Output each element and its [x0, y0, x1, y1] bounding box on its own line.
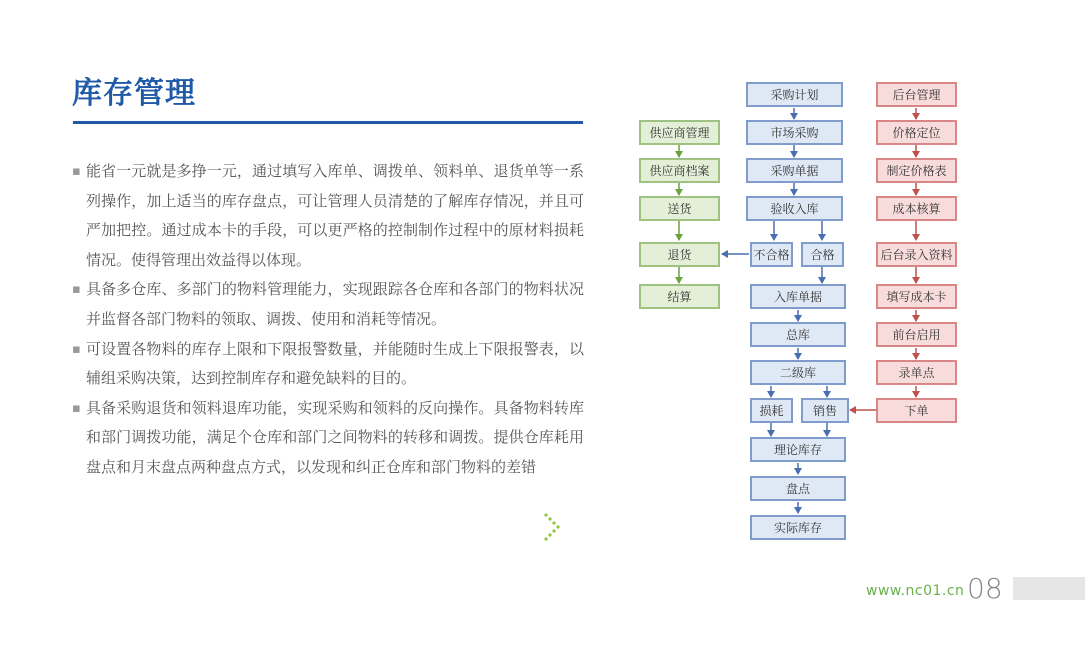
- flow-node-delivery: 送货: [639, 196, 720, 221]
- flow-node-backend-management: 后台管理: [876, 82, 957, 107]
- bullet-text: 可设置各物料的库存上限和下限报警数量，并能随时生成上下限报警表，以辅组采购决策，达到控制库存和避免缺料的目的。: [86, 339, 584, 388]
- flow-node-cost-accounting: 成本核算: [876, 196, 957, 221]
- flow-node-place-order: 下单: [876, 398, 957, 423]
- flow-node-purchase-document: 采购单据: [746, 158, 843, 183]
- flow-node-settlement: 结算: [639, 284, 720, 309]
- flow-node-return-goods: 退货: [639, 242, 720, 267]
- flow-node-main-warehouse: 总库: [750, 322, 846, 347]
- flow-node-supplier-management: 供应商管理: [639, 120, 720, 145]
- flow-node-inspection-storage: 验收入库: [746, 196, 843, 221]
- flow-node-unqualified: 不合格: [750, 242, 793, 267]
- flow-node-backend-data-entry: 后台录入资料: [876, 242, 957, 267]
- flow-node-market-purchase: 市场采购: [746, 120, 843, 145]
- flow-node-secondary-warehouse: 二级库: [750, 360, 846, 385]
- bullet-text: 具备采购退货和领料退库功能，实现采购和领料的反向操作。具备物料转库和部门调拨功能，满足个仓库和部门之间物料的转移和调拨。提供仓库耗用盘点和月末盘点两种盘点方式，以发现和纠正仓库和部门物料的差错: [86, 398, 584, 476]
- flow-node-purchase-plan: 采购计划: [746, 82, 843, 107]
- bullet-dot: ▪: [72, 341, 81, 357]
- bullet-dot: ▪: [72, 164, 81, 179]
- flow-node-supplier-archive: 供应商档案: [639, 158, 720, 183]
- bullet-dot: ▪: [72, 282, 81, 298]
- bullet-text: 能省一元就是多挣一元，通过填写入库单、调拨单、领料单、退货单等一系列操作，加上适当的库存盘点，可让管理人员清楚的了解库存情况，并且可严加把控。通过成本卡的手段，可以更严格的控制制作过程中的原材料损耗情况。使得管理出效益得以体现。: [86, 162, 584, 269]
- flow-node-frontend-enable: 前台启用: [876, 322, 957, 347]
- website-url[interactable]: www.nc01.cn: [866, 583, 965, 599]
- bullet-dot: ▪: [72, 400, 81, 416]
- flow-node-actual-stock: 实际库存: [750, 515, 846, 540]
- flow-node-storage-document: 入库单据: [750, 284, 846, 309]
- page-number: 08: [967, 572, 1003, 605]
- footer-bar: [1013, 577, 1085, 600]
- flow-node-cost-card: 填写成本卡: [876, 284, 957, 309]
- flow-node-theoretical-stock: 理论库存: [750, 437, 846, 462]
- flow-node-loss: 损耗: [750, 398, 793, 423]
- flow-node-qualified: 合格: [801, 242, 844, 267]
- page-title: 库存管理: [72, 76, 196, 111]
- flow-node-sales: 销售: [801, 398, 849, 423]
- flow-node-order-point: 录单点: [876, 360, 957, 385]
- bullet-text: 具备多仓库、多部门的物料管理能力，实现跟踪各仓库和各部门的物料状况并监督各部门物料的领取、调拨、使用和消耗等情况。: [86, 280, 584, 328]
- flow-node-price-positioning: 价格定位: [876, 120, 957, 145]
- flow-node-price-list: 制定价格表: [876, 158, 957, 183]
- flow-node-stocktaking: 盘点: [750, 476, 846, 501]
